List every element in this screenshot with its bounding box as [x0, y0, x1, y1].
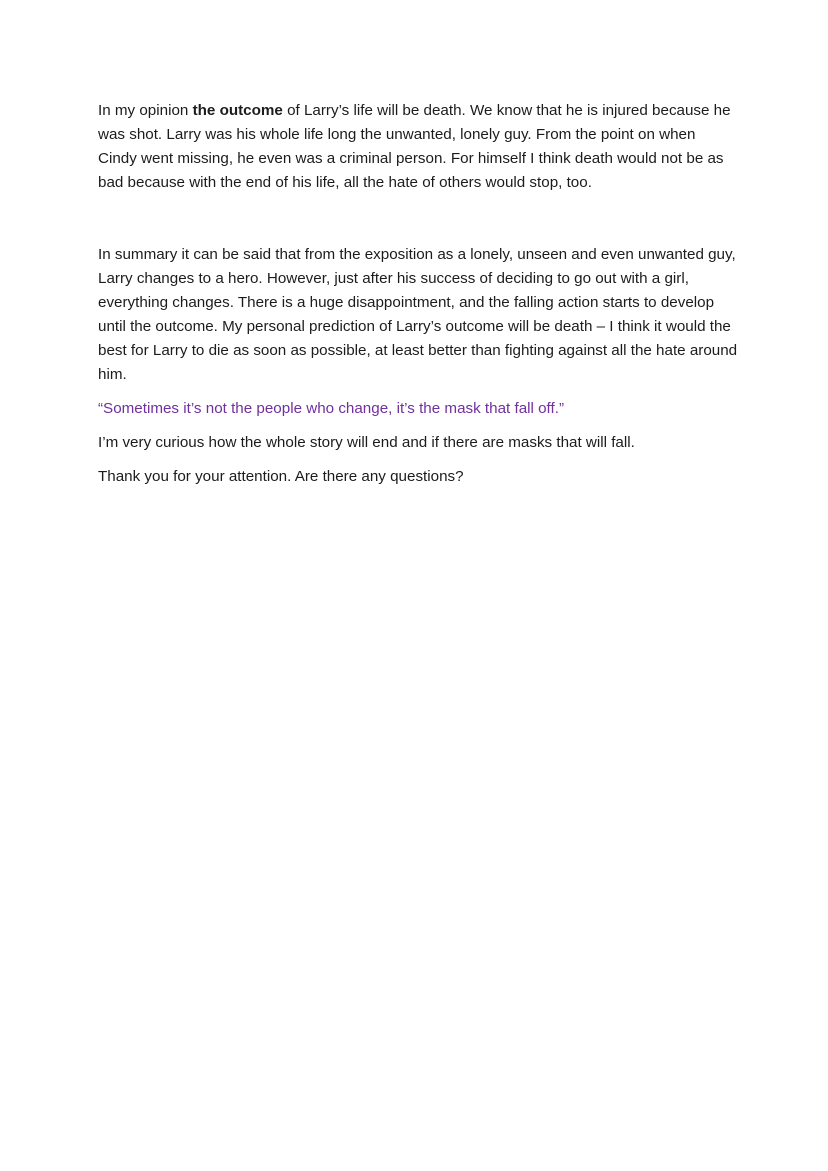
paragraph-closing: Thank you for your attention. Are there any questions? [98, 468, 464, 485]
paragraph-outcome-intro: In my opinion [98, 102, 193, 119]
paragraph-summary: In summary it can be said that from the exposition as a lonely, unseen and even unwanted guy, Larry changes to a hero. However, just after his success of deciding to go out with a girl, everything changes. There is a huge disappointment, and the falling action starts to develop until the outcome. My personal prediction of Larry’s outcome will be death – I think it would the best for Larry to die as soon as possible, at least better than fighting against all the hate around him. [98, 246, 738, 383]
bold-phrase: the outcome [192, 102, 283, 119]
quote-text: “Sometimes it’s not the people who change, it’s the mask that fall off.” [98, 400, 564, 417]
quote-line [98, 397, 738, 421]
paragraph-outcome-rest: of Larry’s life will be death. We know that he is injured because he was shot. Larry was his whole life long the unwanted, lonely guy. From the point on when Cindy went missing, he even was a criminal person. For himself I think death would not be as bad because with the end of his life, all the hate of others would stop, too. [98, 102, 731, 191]
paragraph-outcome [98, 99, 738, 195]
paragraph-curious: I’m very curious how the whole story will end and if there are masks that will fall. [98, 434, 635, 451]
document-page [98, 99, 738, 489]
